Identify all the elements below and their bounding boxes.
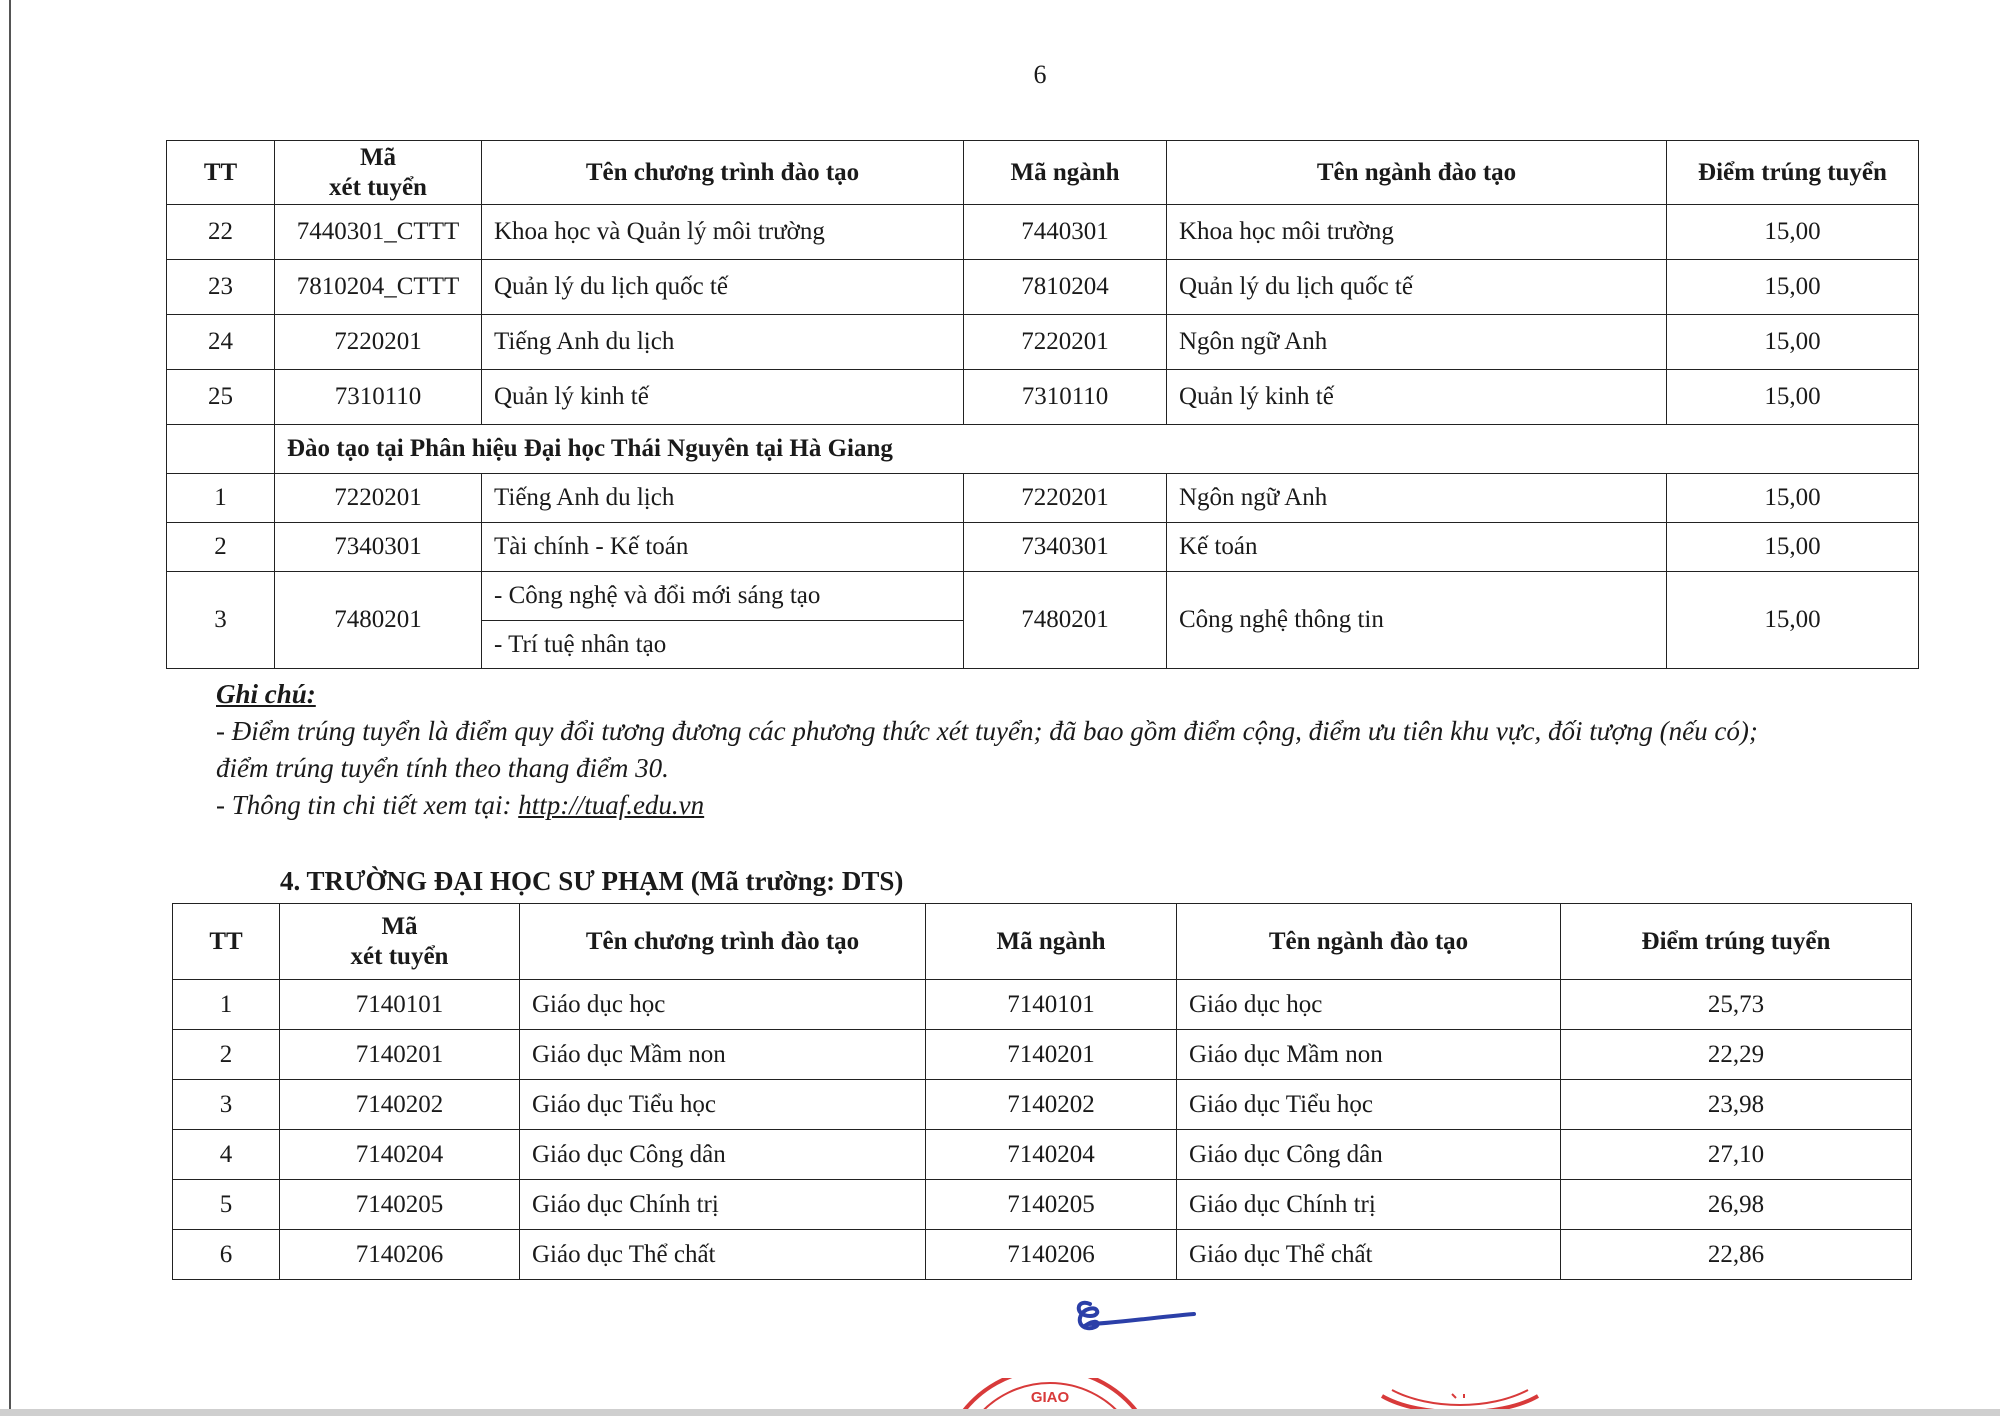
cell-major: Kế toán [1167,523,1667,572]
cell-score: 22,86 [1561,1230,1912,1280]
table-header-row [173,904,1912,980]
header-tt: TT [167,141,275,205]
cell-score: 15,00 [1667,474,1919,523]
cell-major: Giáo dục học [1177,980,1561,1030]
cell-major: Quản lý kinh tế [1167,370,1667,425]
notes-line3 [216,787,1876,824]
stamp-seal-text: GIAO [1030,1389,1070,1406]
header-code-line2: xét tuyển [350,942,449,970]
cell-major-code: 7440301 [964,205,1167,260]
header-major-code: Mã ngành [964,141,1167,205]
cell-major-code: 7340301 [964,523,1167,572]
header-program: Tên chương trình đào tạo [482,141,964,205]
cell-code: 7140101 [280,980,520,1030]
cell-program: Quản lý du lịch quốc tế [482,260,964,315]
section-spacer [167,425,275,474]
cell-major-code: 7220201 [964,474,1167,523]
header-major-code: Mã ngành [926,904,1177,980]
cell-major-code: 7480201 [964,572,1167,669]
header-program: Tên chương trình đào tạo [520,904,926,980]
cell-major: Giáo dục Tiểu học [1177,1080,1561,1130]
cell-major: Ngôn ngữ Anh [1167,315,1667,370]
cell-program: Giáo dục Công dân [520,1130,926,1180]
cell-major-code: 7140201 [926,1030,1177,1080]
cell-score: 26,98 [1561,1180,1912,1230]
cell-program-a: - Công nghệ và đổi mới sáng tạo [482,572,964,621]
table-row [173,1130,1912,1180]
header-tt: TT [173,904,280,980]
cell-tt: 6 [173,1230,280,1280]
table-row-merged [167,572,1919,621]
cell-tt: 3 [167,572,275,669]
header-code-line1: Mã [359,143,397,171]
admission-table-1 [166,140,1919,669]
cell-major-code: 7140101 [926,980,1177,1030]
cell-major: Quản lý du lịch quốc tế [1167,260,1667,315]
cell-code: 7140201 [280,1030,520,1080]
table-row [173,1080,1912,1130]
cell-score: 15,00 [1667,370,1919,425]
table-row [167,205,1919,260]
cell-code: 7140204 [280,1130,520,1180]
table-row [167,370,1919,425]
cell-tt: 4 [173,1130,280,1180]
section-title: Đào tạo tại Phân hiệu Đại học Thái Nguyên tại Hà Giang [275,425,1919,474]
cell-major-code: 7810204 [964,260,1167,315]
cell-tt: 3 [173,1080,280,1130]
cell-score: 15,00 [1667,315,1919,370]
table-row [173,1180,1912,1230]
cell-code: 7480201 [275,572,482,669]
cell-score: 22,29 [1561,1030,1912,1080]
cell-code: 7340301 [275,523,482,572]
admission-table-2 [172,903,1912,1280]
cell-major: Giáo dục Mầm non [1177,1030,1561,1080]
cell-program: Giáo dục Tiểu học [520,1080,926,1130]
table-row [173,1030,1912,1080]
cell-score: 23,98 [1561,1080,1912,1130]
cell-tt: 5 [173,1180,280,1230]
cell-major: Giáo dục Công dân [1177,1130,1561,1180]
cell-major: Giáo dục Chính trị [1177,1180,1561,1230]
table-row [167,315,1919,370]
cell-major-code: 7140206 [926,1230,1177,1280]
cell-program: Tiếng Anh du lịch [482,474,964,523]
cell-score: 15,00 [1667,572,1919,669]
cell-tt: 1 [173,980,280,1030]
notes-line2: điểm trúng tuyển tính theo thang điểm 30. [216,753,669,783]
cell-code: 7220201 [275,315,482,370]
section-row [167,425,1919,474]
cell-score: 25,73 [1561,980,1912,1030]
cell-program-b: - Trí tuệ nhân tạo [482,621,964,669]
cell-tt: 2 [167,523,275,572]
cell-code: 7140206 [280,1230,520,1280]
page-left-edge [9,0,11,1416]
header-score: Điểm trúng tuyển [1561,904,1912,980]
cell-major-code: 7310110 [964,370,1167,425]
cell-code: 7440301_CTTT [275,205,482,260]
notes-line3-prefix: - Thông tin chi tiết xem tại: [216,790,519,820]
cell-major-code: 7140205 [926,1180,1177,1230]
header-major: Tên ngành đào tạo [1177,904,1561,980]
header-code-line1: Mã [381,912,418,940]
notes-link[interactable]: http://tuaf.edu.vn [518,790,705,820]
cell-tt: 2 [173,1030,280,1080]
header-code-line2: xét tuyển [329,173,427,201]
cell-code: 7140202 [280,1080,520,1130]
header-major: Tên ngành đào tạo [1167,141,1667,205]
cell-tt: 25 [167,370,275,425]
cell-score: 15,00 [1667,523,1919,572]
signature-mark [1068,1294,1198,1344]
cell-score: 15,00 [1667,260,1919,315]
cell-tt: 24 [167,315,275,370]
cell-program: Giáo dục Thể chất [520,1230,926,1280]
cell-tt: 22 [167,205,275,260]
cell-program: Tiếng Anh du lịch [482,315,964,370]
cell-score: 15,00 [1667,205,1919,260]
table-row [173,1230,1912,1280]
notes-line1: - Điểm trúng tuyển là điểm quy đổi tương đương các phương thức xét tuyển; đã bao gồm điểm cộng, điểm ưu tiên khu vực, đối tượng (nếu có); [216,716,1758,746]
cell-major: Khoa học môi trường [1167,205,1667,260]
cell-score: 27,10 [1561,1130,1912,1180]
cell-major-code: 7220201 [964,315,1167,370]
table-row [167,260,1919,315]
cell-program: Tài chính - Kế toán [482,523,964,572]
cell-tt: 1 [167,474,275,523]
table-row [173,980,1912,1030]
table-header-row [167,141,1919,205]
notes-title: Ghi chú: [216,679,316,709]
table-row [167,523,1919,572]
cell-code: 7810204_CTTT [275,260,482,315]
cell-program: Giáo dục Chính trị [520,1180,926,1230]
cell-code: 7140205 [280,1180,520,1230]
cell-major: Giáo dục Thể chất [1177,1230,1561,1280]
cell-program: Khoa học và Quản lý môi trường [482,205,964,260]
cell-program: Giáo dục học [520,980,926,1030]
cell-major: Công nghệ thông tin [1167,572,1667,669]
cell-code: 7220201 [275,474,482,523]
cell-major-code: 7140204 [926,1130,1177,1180]
header-code [275,141,482,205]
table-row [167,474,1919,523]
cell-code: 7310110 [275,370,482,425]
cell-program: Giáo dục Mầm non [520,1030,926,1080]
page-number: 6 [1033,60,1047,89]
cell-major: Ngôn ngữ Anh [1167,474,1667,523]
scan-bottom-band [0,1409,2000,1416]
cell-tt: 23 [167,260,275,315]
cell-program: Quản lý kinh tế [482,370,964,425]
cell-major-code: 7140202 [926,1080,1177,1130]
header-code [280,904,520,980]
notes-block [216,676,1876,824]
section-heading: 4. TRƯỜNG ĐẠI HỌC SƯ PHẠM (Mã trường: DTS) [280,866,904,896]
header-score: Điểm trúng tuyển [1667,141,1919,205]
